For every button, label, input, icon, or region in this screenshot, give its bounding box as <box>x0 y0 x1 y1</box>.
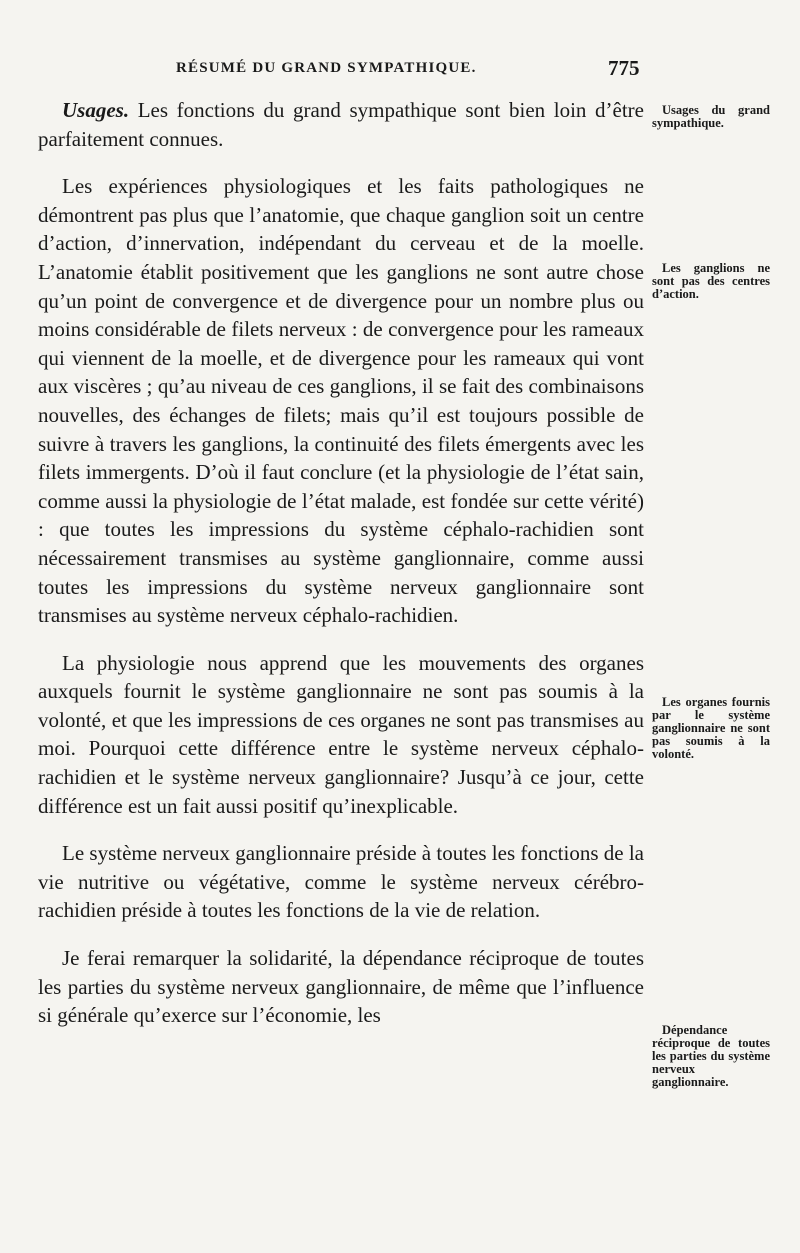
paragraph-systeme <box>38 839 644 925</box>
paragraph-text: Je ferai remarquer la solidarité, la dépendance réciproque de toutes les parties du système nerveux ganglionnaire, de même que l’influence si générale qu’exerce sur l’économie, les <box>38 946 644 1028</box>
paragraph-solidarite <box>38 944 644 1030</box>
page-number: 775 <box>608 56 640 80</box>
paragraph-lead: Usages. <box>62 98 130 122</box>
paragraph-physiologie <box>38 649 644 821</box>
paragraph-usages <box>38 96 644 153</box>
margin-note-organes: Les organes fournis par le système ganglionnaire ne sont pas soumis à la volonté. <box>652 695 770 761</box>
margin-note-dependance: Dépendance réciproque de toutes les parties du système nerveux ganglionnaire. <box>652 1023 770 1089</box>
paragraph-text: La physiologie nous apprend que les mouvements des organes auxquels fournit le système ganglionnaire ne sont pas soumis à la volonté, et que les impressions de ces organes ne sont pas transmises au moi. Pourquoi cette différence entre le système nerveux céphalo-rachidien et le système nerveux ganglionnaire? Jusqu’à ce jour, cette différence est un fait aussi positif qu’inexplicable. <box>38 650 644 818</box>
margin-note-ganglions: Les ganglions ne sont pas des centres d’action. <box>652 261 770 301</box>
paragraph-text: Le système nerveux ganglionnaire préside à toutes les fonctions de la vie nutritive ou végétative, comme le système nerveux cérébro-rachidien préside à toutes les fonctions de la vie de relation. <box>38 841 644 923</box>
margin-note-usages: Usages du grand sympathique. <box>652 103 770 130</box>
paragraph-text: Les expériences physiologiques et les faits pathologiques ne démontrent pas plus que l’anatomie, que chaque ganglion soit un centre d’action, d’innervation, indépendant du cerveau et de la moelle. L’anatomie établit positivement que les ganglions ne sont autre chose qu’un point de convergence et de divergence pour un nombre plus ou moins considérable de filets nerveux : de convergence pour les rameaux qui viennent de la moelle, et de divergence pour les rameaux qui vont aux viscères ; qu’au niveau de ces ganglions, il se fait des combinaisons nouvelles, des échanges de filets; mais qu’il est toujours possible de suivre à travers les ganglions, la continuité des filets émergents avec les filets immergents. D’où il faut conclure (et la physiologie de l’état sain, comme aussi la physiologie de l’état malade, est fondée sur cette vérité) : que toutes les impressions du système céphalo-rachidien sont nécessairement transmises au système ganglionnaire, comme aussi toutes les impressions du système nerveux ganglionnaire sont transmises au système nerveux céphalo-rachidien. <box>38 174 644 628</box>
running-title: RÉSUMÉ DU GRAND SYMPATHIQUE. <box>176 60 477 76</box>
body-text <box>38 96 644 1049</box>
paragraph-text: Les fonctions du grand sympathique sont bien loin d’être parfaitement connues. <box>38 98 644 151</box>
paragraph-experiences <box>38 172 644 630</box>
